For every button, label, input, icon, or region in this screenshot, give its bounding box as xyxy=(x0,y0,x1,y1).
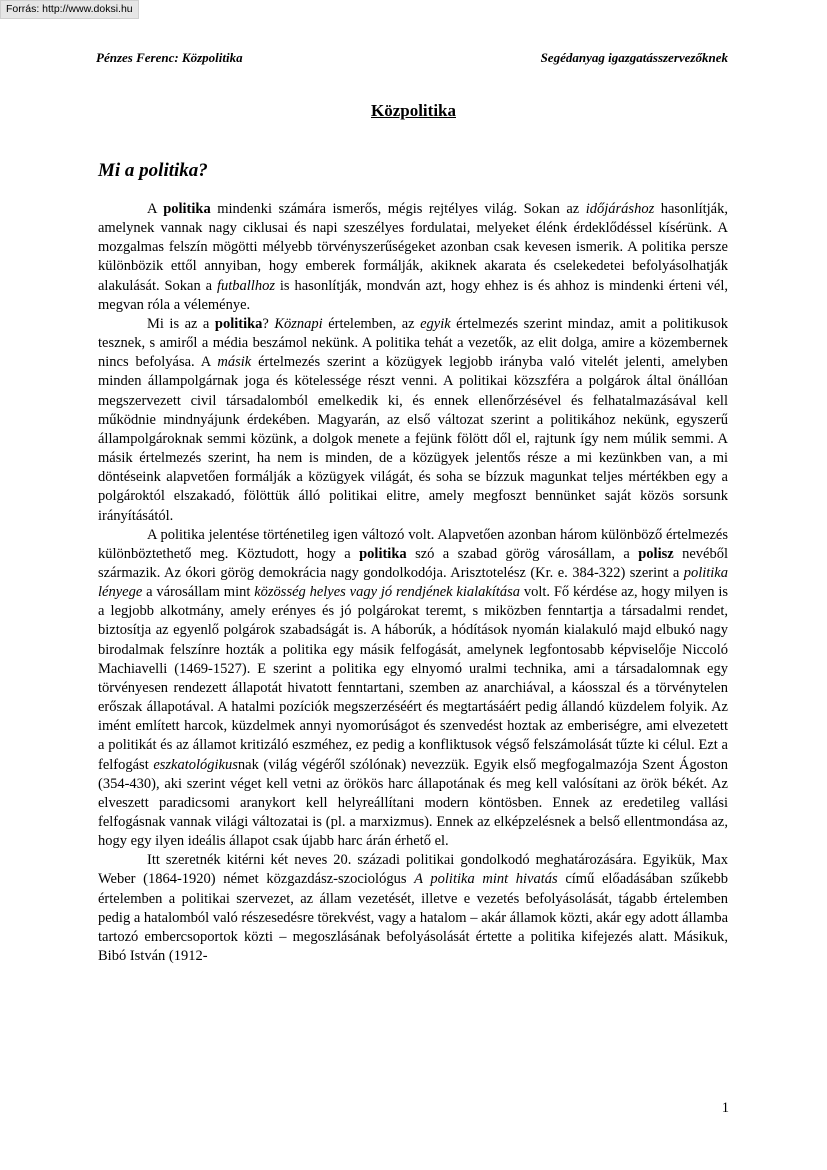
paragraph xyxy=(98,200,728,315)
header-author-title: Pénzes Ferenc: Közpolitika xyxy=(96,50,243,65)
italic-term: politika lényege xyxy=(98,564,728,601)
text-run: A xyxy=(147,201,164,217)
bold-term: politika xyxy=(359,545,407,562)
header-subtitle: Segédanyag igazgatásszervezőknek xyxy=(540,50,728,65)
italic-term: futballhoz xyxy=(216,277,275,294)
text-run: nevéből származik. Az ókori görög demokrácia nagy gondolkodója. Arisztotelész (Kr. e. 384-322) szerint a xyxy=(98,545,728,581)
body-text xyxy=(98,200,728,966)
text-run: értelemben, az xyxy=(322,315,421,332)
text-run: szó a szabad görög városállam, a xyxy=(406,545,639,562)
text-run: volt. Fő kérdése az, hogy milyen is a legjobb alkotmány, amely erényes és jó polgárokat teremt, s miközben fenntartja a társadalmi rendet, biztosítja az egyenlő polgárok szabadságát is. A háborúk, a hódítások nyomán kialakuló majd elbukó nagy birodalmak felszínre hozták a politika egy másik felfogását, amelynek legfontosabb képviselője Niccoló Machiavelli (1469-1527). E szerint a politika egy elnyomó uralmi technika, ami a társadalomnak egy törvényesen rendezett állapotát hivatott fenntartani, szemben az anarchiával, a káosszal és a törvénytelen erőszak állapotával. A hatalmi pozíciók megszerzéséért és megtartásáért pedig állandó küzdelem folyik. Az imént említett harcok, küzdelmek annyi nyomorúságot és szenvedést hoztak az emberiségre, ami elvezetett a politikát és az államot kritizáló eszméhez, ez pedig a konfliktusok végső felszámolását tűzte ki célul. Ezt a felfogást xyxy=(98,584,729,773)
page-number: 1 xyxy=(721,1100,729,1116)
bold-term: polisz xyxy=(638,545,674,562)
document-title: Közpolitika xyxy=(370,101,456,120)
italic-term: A politika mint hivatás xyxy=(414,871,558,888)
text-run: hasonlítják, amelynek vannak nagy ciklusai és napi szeszélyes fordulatai, melyeket élénk érdeklődéssel kísérünk. A mozgalmas felszín mögötti mélyebb törvényszerűségeket azonban csak kevesen ismerik. A politika persze különbözik ettől annyiban, hogy emberek formálják, akiknek akarata és cselekedetei befolyásolhatják alakulását. Sokan a xyxy=(98,201,728,294)
text-run: nak (világ végéről szólónak) nevezzük. Egyik első megfogalmazója Szent Ágoston (354-430), aki szerint véget kell vetni az örökös harc állapotának és meg kell valósítani az örök békét. Az elveszett paradicsomi aranykort kell helyreállítani modern köntösben. Ennek az eredetileg vallási felfogásnak vannak világi változatai is (pl. a marxizmus). Ennek az elképzelésnek a belső ellentmondása az, hogy egy ilyen ideális állapot csak újabb harc árán érhető el. xyxy=(98,756,728,850)
italic-term: közösség helyes vagy jó rendjének kialakítása xyxy=(254,584,521,601)
bold-term: politika xyxy=(214,315,263,332)
italic-term: másik xyxy=(217,354,252,371)
italic-term: időjáráshoz xyxy=(585,201,655,217)
text-run: értelmezés szerint a közügyek legjobb irányba való vitelét jelenti, amelyben minden állampolgárnak joga és kötelessége részt venni. A politikai közszféra a polgárok által önállóan megszervezett civil társadalomból emelkedik ki, és ennek ellenőrzésével és felhatalmazásával kell működnie mindnyájunk érdekében. Magyarán, az első változat szerint a politikához nekünk, egyszerű állampolgároknak semmi közünk, a dolgok menete a fejünk fölött dől el, rajtunk így nem múlik semmi. A másik értelmezés szerint, ha nem is minden, de a közügyek jelentős része a mi kezünkben van, a mi döntéseink alapvetően formálják a közügyek világát, és soha se bízzuk magunkat teljes mértékben egy a polgároktól elszakadó, fölöttük álló politikai elitre, amely megfoszt bennünket saját közös sorsunk irányításától. xyxy=(98,354,728,524)
text-run: című előadásában szűkebb értelemben a politikai szervezet, az állam vezetését, illetve e vezetés befolyásolását, tágabb értelemben pedig a hatalomból való részesedésre törekvést, vagy a hatalom – akár államok közti, akár egy adott államba tartozó embercsoportok közti – megoszlásának befolyásolását értette a politika kifejezés alatt. Másikuk, Bibó István (1912- xyxy=(98,871,728,965)
source-label: Forrás: http://www.doksi.hu xyxy=(0,0,139,19)
text-run: a városállam mint xyxy=(142,584,255,601)
text-run: értelmezés szerint mindaz, amit a politikusok tesznek, s amiről a média beszámol nekünk. A politika tehát a vezetők, az elit dolga, amire a közembernek nincs befolyása. A xyxy=(98,315,729,371)
text-run: ? xyxy=(262,315,275,332)
paragraph xyxy=(98,526,728,852)
italic-term: egyik xyxy=(420,315,451,332)
section-heading: Mi a politika? xyxy=(98,160,208,181)
text-run: mindenki számára ismerős, mégis rejtélyes világ. Sokan az xyxy=(210,201,586,217)
text-run: A politika jelentése történetileg igen változó volt. Alapvetően azonban három különböző értelmezés különböztethető meg. Köztudott, hogy a xyxy=(98,526,728,562)
italic-term: Köznapi xyxy=(274,315,323,332)
bold-term: politika xyxy=(163,201,211,217)
text-run: is hasonlítják, mondván azt, hogy ehhez is és ahhoz is mindenki érteni vél, megvan róla a véleménye. xyxy=(98,277,728,313)
italic-term: eszkatológikus xyxy=(153,756,238,773)
text-run: Mi is az a xyxy=(147,315,215,332)
paragraph xyxy=(98,851,728,966)
text-run: Itt szeretnék kitérni két neves 20. századi politikai gondolkodó meghatározására. Egyikük, Max Weber (1864-1920) német közgazdász-szociológus xyxy=(98,852,728,888)
paragraph xyxy=(98,315,728,526)
